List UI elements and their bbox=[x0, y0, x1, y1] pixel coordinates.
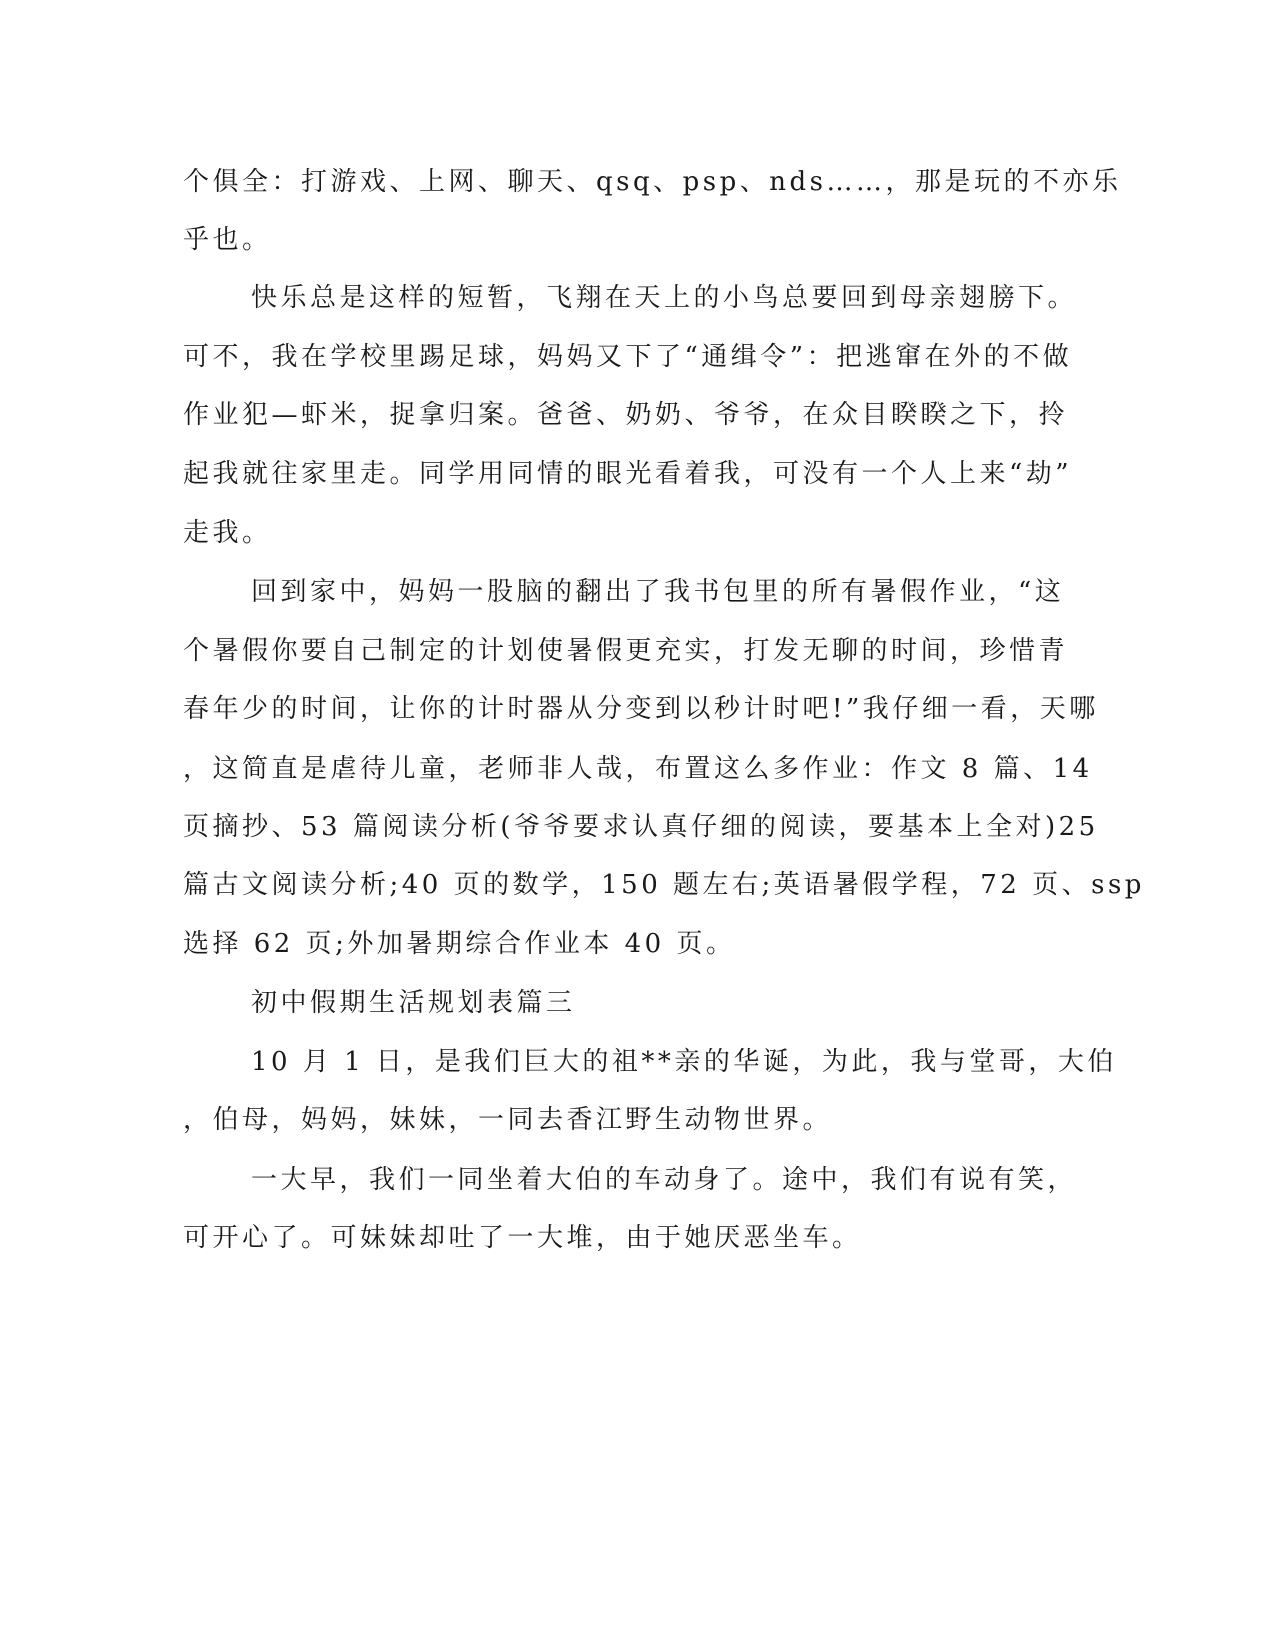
section-heading: 初中假期生活规划表篇三 bbox=[251, 988, 576, 1018]
text-line: 个暑假你要自己制定的计划使暑假更充实，打发无聊的时间，珍惜青 bbox=[183, 636, 1069, 666]
text-line: 乎也。 bbox=[183, 225, 272, 255]
text-line: 起我就往家里走。同学用同情的眼光看着我，可没有一个人上来“劫” bbox=[183, 459, 1073, 489]
text-line: 作业犯—虾米，捉拿归案。爸爸、奶奶、爷爷，在众目睽睽之下，拎 bbox=[183, 400, 1069, 430]
text-line: 走我。 bbox=[183, 518, 272, 548]
paragraph-start-line: 10 月 1 日，是我们巨大的祖**亲的华诞，为此，我与堂哥，大伯 bbox=[251, 1047, 1117, 1077]
text-line: ，这简直是虐待儿童，老师非人哉，布置这么多作业：作文 8 篇、14 bbox=[183, 754, 1093, 784]
text-line: 个俱全：打游戏、上网、聊天、qsq、psp、nds……，那是玩的不亦乐 bbox=[183, 167, 1122, 197]
text-line: 页摘抄、53 篇阅读分析(爷爷要求认真仔细的阅读，要基本上全对)25 bbox=[183, 812, 1099, 842]
text-line: ，伯母，妈妈，妹妹，一同去香江野生动物世界。 bbox=[183, 1105, 833, 1135]
text-line: 可不，我在学校里踢足球，妈妈又下了“通缉令”：把逃窜在外的不做 bbox=[183, 342, 1073, 372]
paragraph-start-line: 回到家中，妈妈一股脑的翻出了我书包里的所有暑假作业，“这 bbox=[251, 577, 1065, 607]
text-line: 春年少的时间，让你的计时器从分变到以秒计时吧!”我仔细一看，天哪 bbox=[183, 694, 1099, 724]
text-line: 选择 62 页;外加暑期综合作业本 40 页。 bbox=[183, 929, 736, 959]
paragraph-start-line: 快乐总是这样的短暂，飞翔在天上的小鸟总要回到母亲翅膀下。 bbox=[251, 283, 1078, 313]
paragraph-start-line: 一大早，我们一同坐着大伯的车动身了。途中，我们有说有笑， bbox=[251, 1165, 1078, 1195]
text-line: 篇古文阅读分析;40 页的数学，150 题左右;英语暑假学程，72 页、ssp bbox=[183, 870, 1145, 900]
text-line: 可开心了。可妹妹却吐了一大堆，由于她厌恶坐车。 bbox=[183, 1223, 862, 1253]
